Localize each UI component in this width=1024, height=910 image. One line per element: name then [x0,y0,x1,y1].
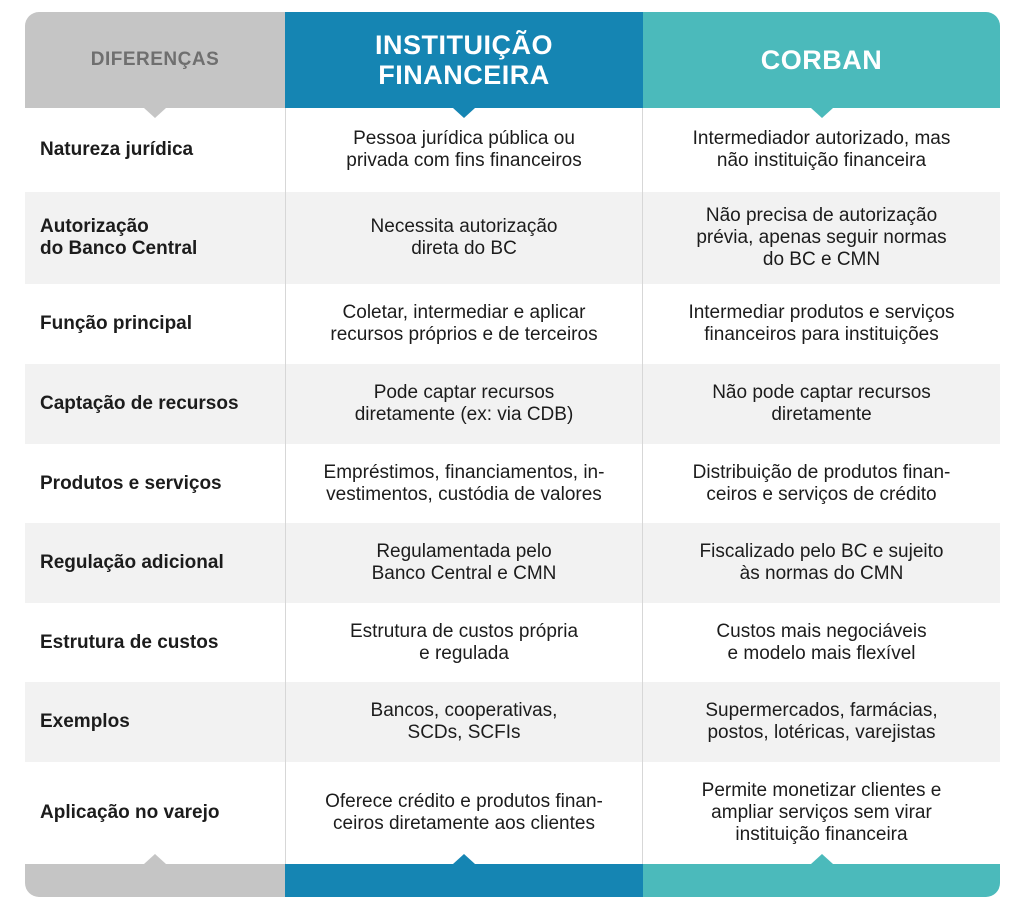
row-label [25,192,285,284]
financial-institution-cell-line: Regulamentada pelo [376,541,552,562]
financial-institution-cell-line: Empréstimos, financiamentos, in- [323,461,605,483]
corban-cell-line: ceiros e serviços de crédito [706,483,937,505]
financial-institution-cell [285,523,643,603]
header-if-line1: INSTITUIÇÃO [375,30,553,60]
financial-institution-cell-line: recursos próprios e de terceiros [330,324,598,345]
financial-institution-cell-line: privada com fins financeiros [346,150,582,171]
row-label [25,444,285,523]
corban-cell [643,523,1000,603]
table-row [25,762,1000,864]
financial-institution-cell [285,364,643,444]
row-label-line: Função principal [40,313,193,334]
table-body [25,108,1000,864]
corban-cell-line: postos, lotéricas, varejistas [707,722,936,743]
header-differences [25,12,285,108]
header-financial-institution [285,12,643,108]
table-row [25,284,1000,364]
row-label [25,762,285,864]
financial-institution-cell [285,108,643,192]
row-label [25,284,285,364]
footer-blue-bar [285,864,643,897]
financial-institution-cell-line: Necessita autorização [370,216,558,237]
financial-institution-cell [285,284,643,364]
corban-cell [643,192,1000,284]
corban-cell [643,762,1000,864]
row-label-line: Aplicação no varejo [40,802,220,823]
header-if-line2: FINANCEIRA [378,60,550,90]
corban-cell [643,444,1000,523]
financial-institution-cell [285,444,643,523]
corban-cell-line: Fiscalizado pelo BC e sujeito [699,541,944,562]
table-row [25,682,1000,762]
table-row [25,444,1000,523]
footer-notch [453,854,475,864]
row-label-line: Natureza jurídica [40,139,194,160]
corban-cell [643,603,1000,682]
footer-notch [811,854,833,864]
corban-cell-line: Não precisa de autorização [705,205,938,226]
corban-cell-line: instituição financeira [735,824,908,845]
row-label-line: do Banco Central [40,238,198,259]
corban-cell-line: financeiros para instituições [704,324,939,345]
header-corban-label: CORBAN [760,44,883,75]
financial-institution-cell-line: Bancos, cooperativas, [370,700,558,721]
corban-cell-line: prévia, apenas seguir normas [696,227,947,248]
table-row [25,364,1000,444]
financial-institution-cell-line: Estrutura de custos própria [349,620,579,642]
corban-cell [643,682,1000,762]
footer-notch [144,854,166,864]
corban-cell-line: às normas do CMN [739,563,904,584]
financial-institution-cell [285,603,643,682]
row-label [25,364,285,444]
financial-institution-cell-line: Coletar, intermediar e aplicar [342,302,586,323]
row-label [25,603,285,682]
row-label-line: Captação de recursos [40,393,239,414]
financial-institution-cell-line: Pode captar recursos [373,382,555,403]
corban-cell [643,364,1000,444]
corban-cell-line: diretamente [771,404,872,425]
table-row [25,603,1000,682]
financial-institution-cell-line: Oferece crédito e produtos finan- [325,791,603,812]
row-label-line: Exemplos [40,711,130,732]
financial-institution-cell-line: direta do BC [411,238,517,259]
corban-cell [643,284,1000,364]
financial-institution-cell-line: vestimentos, custódia de valores [326,483,602,505]
financial-institution-cell-line: ceiros diretamente aos clientes [333,813,595,834]
footer-teal-bar [643,864,1000,897]
table-row [25,192,1000,284]
corban-cell-line: Não pode captar recursos [712,382,931,403]
header-differences-label: DIFERENÇAS [90,49,220,70]
row-label [25,108,285,192]
corban-cell-line: Intermediador autorizado, mas [692,128,951,149]
row-label-line: Produtos e serviços [40,472,222,494]
corban-cell-line: Distribuição de produtos finan- [692,461,951,483]
financial-institution-cell-line: SCDs, SCFIs [407,722,521,743]
footer-gray-bar [25,864,285,897]
financial-institution-cell-line: Pessoa jurídica pública ou [353,128,575,149]
table-row [25,523,1000,603]
corban-cell-line: não instituição financeira [716,150,927,171]
financial-institution-cell [285,682,643,762]
financial-institution-cell-line: diretamente (ex: via CDB) [354,404,574,425]
financial-institution-cell [285,762,643,864]
corban-cell [643,108,1000,192]
table-row [25,108,1000,192]
row-label [25,682,285,762]
corban-cell-line: Custos mais negociáveis [716,620,927,642]
corban-cell-line: Intermediar produtos e serviços [688,302,955,323]
corban-cell-line: Permite monetizar clientes e [701,780,942,801]
corban-cell-line: ampliar serviços sem virar [711,802,932,823]
financial-institution-cell-line: Banco Central e CMN [371,563,557,584]
row-label-line: Regulação adicional [40,552,224,573]
header-corban [643,12,1000,108]
row-label-line: Estrutura de custos [40,631,219,653]
corban-cell-line: e modelo mais flexível [727,642,916,664]
financial-institution-cell [285,192,643,284]
row-label [25,523,285,603]
corban-cell-line: Supermercados, farmácias, [705,700,938,721]
financial-institution-cell-line: e regulada [419,642,509,664]
corban-cell-line: do BC e CMN [762,249,881,270]
row-label-line: Autorização [40,216,149,237]
